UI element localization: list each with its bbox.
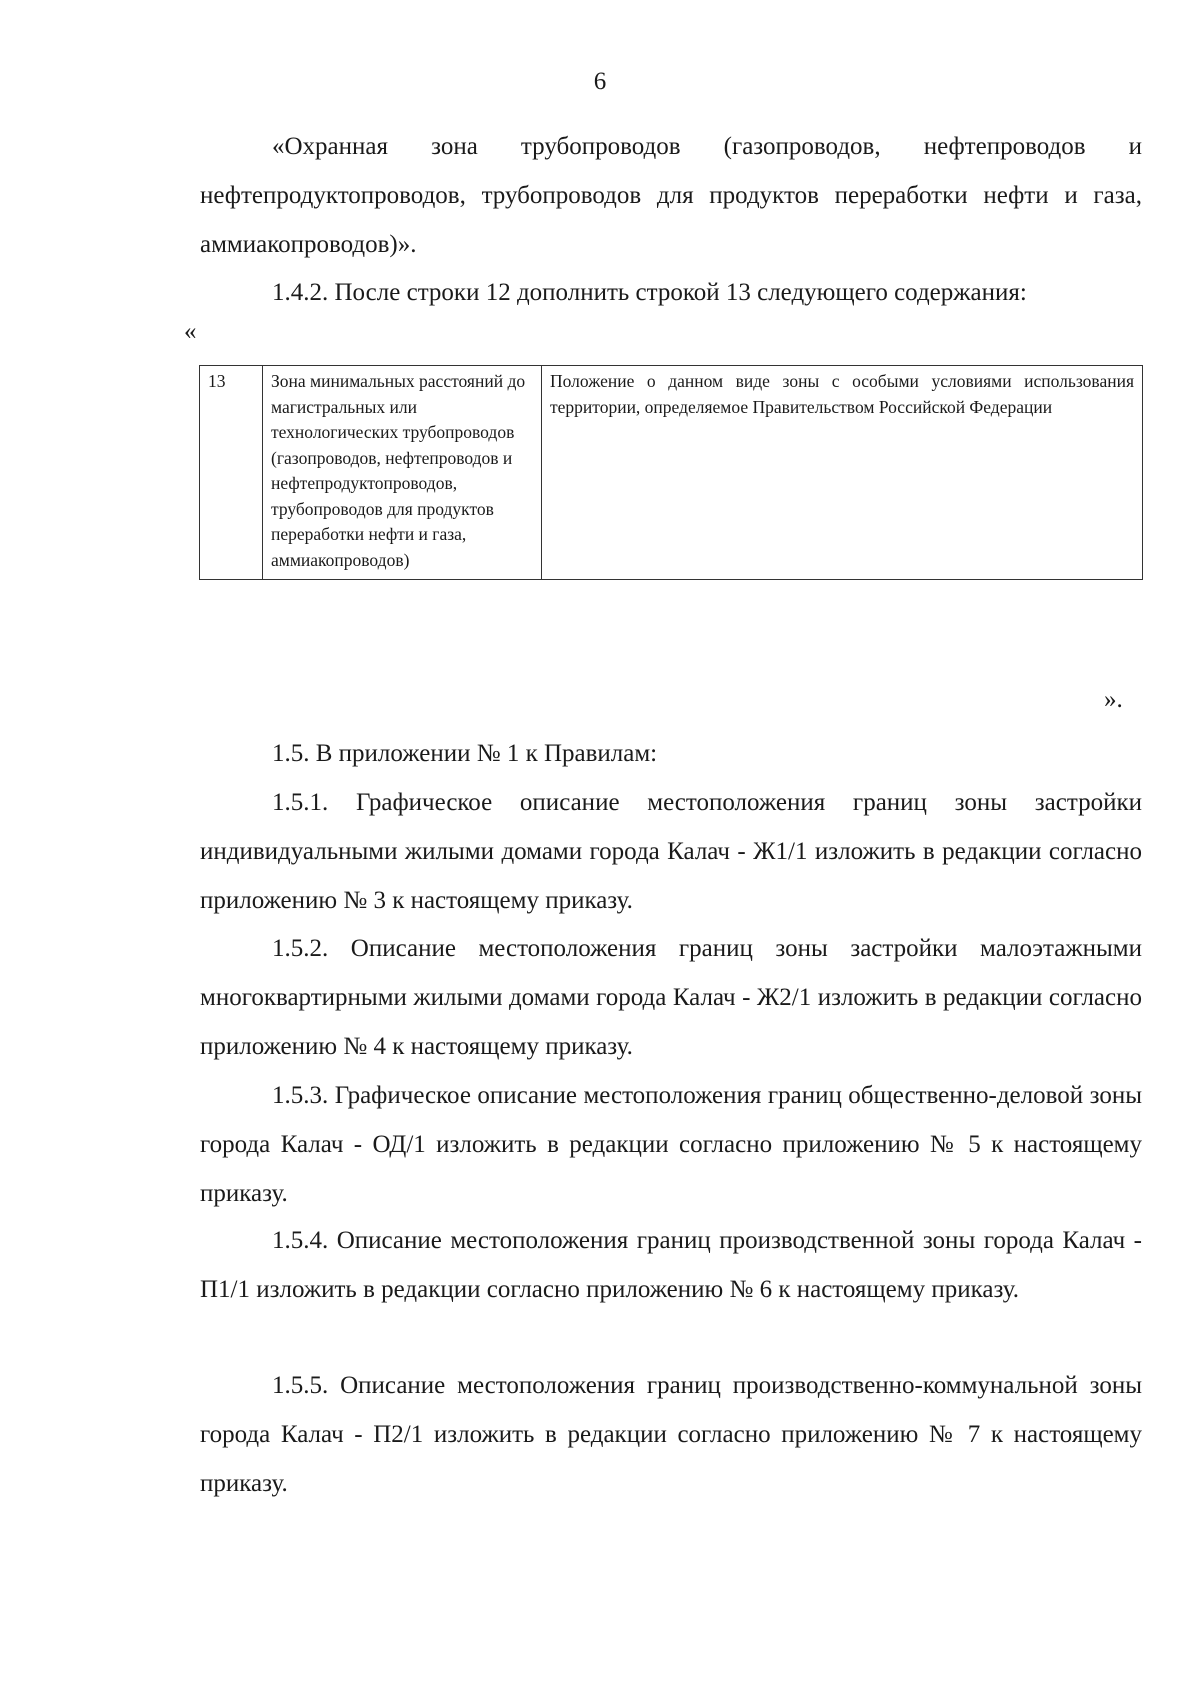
paragraph-1-5: 1.5. В приложении № 1 к Правилам:	[272, 740, 658, 767]
paragraph-1-5-1: 1.5.1. Графическое описание местоположения границ зоны застройки индивидуальными жилыми домами города Калач - Ж1/1 изложить в редакции согласно приложению № 3 к настоящему приказу.	[200, 789, 1142, 914]
paragraph-1-5-3: 1.5.3. Графическое описание местоположения границ общественно-деловой зоны города Калач - ОД/1 изложить в редакции согласно приложению № 5 к настоящему приказу.	[200, 1082, 1142, 1207]
paragraph-1-5-4: 1.5.4. Описание местоположения границ производственной зоны города Калач - П1/1 изложить в редакции согласно приложению № 6 к настоящему приказу.	[200, 1227, 1142, 1303]
inserted-row-table	[199, 365, 1143, 580]
paragraph-pipeline-zone-name: «Охранная зона трубопроводов (газопроводов, нефтепроводов и нефтепродуктопроводов, трубопроводов для продуктов переработки нефти и газа, аммиакопроводов)».	[200, 133, 1142, 258]
paragraph-1-5-2: 1.5.2. Описание местоположения границ зоны застройки малоэтажными многоквартирными жилыми домами города Калач - Ж2/1 изложить в редакции согласно приложению № 4 к настоящему приказу.	[200, 935, 1142, 1060]
basis-cell: Положение о данном виде зоны с особыми условиями использования территории, определяемое Правительством Российской Федерации	[542, 366, 1143, 580]
quote-close-mark: ».	[1104, 686, 1123, 713]
page-number: 6	[593, 68, 607, 95]
zone-name-cell: Зона минимальных расстояний до магистральных или технологических трубопроводов (газопроводов, нефтепроводов и нефтепродуктопроводов, трубопроводов для продуктов переработки нефти и газа, аммиакопроводов)	[263, 366, 542, 580]
quote-open-mark: «	[184, 318, 197, 345]
paragraph-1-5-5: 1.5.5. Описание местоположения границ производственно-коммунальной зоны города Калач - П2/1 изложить в редакции согласно приложению № 7 к настоящему приказу.	[200, 1372, 1142, 1497]
table-row	[200, 366, 1143, 580]
row-number-cell: 13	[200, 366, 263, 580]
paragraph-1-4-2: 1.4.2. После строки 12 дополнить строкой 13 следующего содержания:	[272, 279, 1027, 306]
